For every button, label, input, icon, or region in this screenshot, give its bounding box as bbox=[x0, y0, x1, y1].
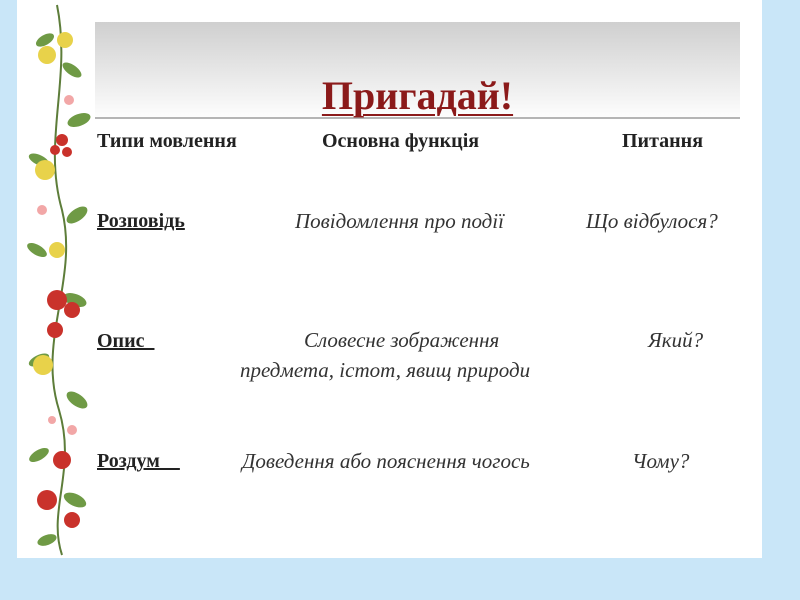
type-narration: Розповідь bbox=[97, 210, 185, 232]
header-function: Основна функція bbox=[322, 130, 480, 152]
question-reasoning: Чому? bbox=[632, 449, 690, 473]
function-narration: Повідомлення про події bbox=[295, 209, 504, 233]
type-reasoning: Роздум bbox=[97, 450, 180, 472]
question-narration: Що відбулося? bbox=[586, 209, 718, 233]
function-description-line2: предмета, істот, явищ природи bbox=[240, 358, 531, 382]
header-question: Питання bbox=[622, 130, 704, 152]
header-types: Типи мовлення bbox=[97, 130, 237, 152]
type-description: Опис bbox=[97, 330, 155, 352]
function-reasoning: Доведення або пояснення чогось bbox=[242, 449, 530, 473]
function-description-line1: Словесне зображення bbox=[304, 328, 500, 352]
slide-title: Пригадай! bbox=[321, 73, 514, 118]
title-bar bbox=[95, 22, 740, 119]
question-description: Який? bbox=[648, 328, 704, 352]
floral-garland-decoration bbox=[17, 0, 97, 558]
